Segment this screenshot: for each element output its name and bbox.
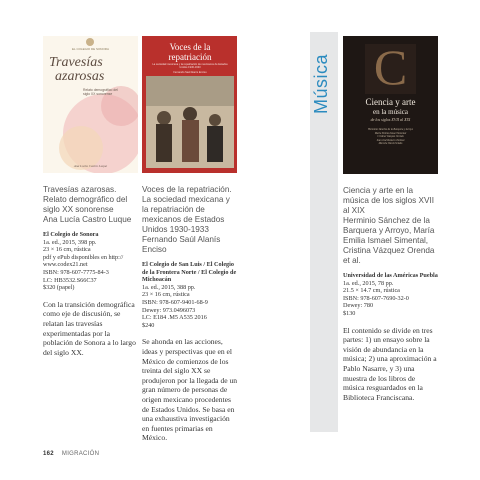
cover-author-line: Herminio Sánchez de la Barquera y Arroyo bbox=[368, 128, 413, 131]
book-detail: 1a. ed., 2015, 78 pp. bbox=[343, 279, 394, 287]
cover-author-line: Marcela Varela Velado bbox=[378, 142, 403, 146]
cover-title-line2: repatriación bbox=[168, 52, 212, 62]
book-detail: $130 bbox=[343, 309, 356, 317]
book-author: Fernando Saúl Alanís Enciso bbox=[142, 235, 221, 254]
book-publisher: El Colegio de San Luis / El Colegio de la Frontera Norte / El Colegio de Michoacán bbox=[142, 261, 237, 284]
book-entry-ciencia bbox=[343, 36, 438, 402]
book-detail: ISBN: 978-607-9401-68-9 bbox=[142, 298, 208, 306]
book-cover-ciencia bbox=[343, 36, 438, 174]
cover-authors bbox=[347, 128, 434, 146]
book-detail: 23 × 16 cm, rústica bbox=[43, 246, 91, 254]
book-cover-voces bbox=[142, 36, 237, 173]
book-detail: Dewey: 973.0496073 bbox=[142, 306, 196, 314]
book-detail: www.codex21.net bbox=[43, 261, 88, 269]
book-publication-info bbox=[343, 272, 438, 318]
cover-publisher-mark: EL COLEGIO DE SONORA bbox=[72, 47, 109, 51]
book-detail: ISBN: 978-607-7775-84-3 bbox=[43, 268, 109, 276]
book-description: Con la transición demográfica como eje de discusión, se relatan las travesías experimentadas por la población de Sonora a lo largo del siglo XX. bbox=[43, 299, 136, 357]
book-description: Se ahonda en las acciones, ideas y perspectivas que en el México de comienzos de los treinta del siglo XX se produjeron por la llegada de un gran número de personas de origen mexicano procedentes de Estados Unidos. Se basa en una exhaustiva investigación en fuentes primarias en México. bbox=[142, 337, 238, 443]
book-detail: $240 bbox=[142, 321, 155, 329]
book-detail: 21.5 × 14.7 cm, rústica bbox=[343, 287, 400, 295]
book-detail: LC: HB3532.S66C37 bbox=[43, 276, 97, 284]
book-publisher: El Colegio de Sonora bbox=[43, 231, 99, 238]
cover-title-line1: Travesías bbox=[49, 55, 103, 70]
book-detail: Dewey: 780 bbox=[343, 302, 374, 310]
cover-title-line2: en la música bbox=[373, 108, 408, 116]
book-author: Ana Lucía Castro Luque bbox=[43, 215, 132, 224]
cover-subtitle: Relato demográfico del siglo XX sonorense bbox=[83, 88, 118, 97]
cover-title-line1: Ciencia y arte bbox=[365, 97, 416, 107]
book-title: Voces de la repatriación. La sociedad mexicana y la repatriación de mexicanos de Estados Unidos 1930-1933 bbox=[142, 185, 232, 234]
cover-author: Ana Lucía Castro Luque bbox=[73, 164, 108, 168]
book-cover-travesias bbox=[43, 36, 138, 173]
cover-author: Fernando Saúl Alanís Enciso bbox=[173, 71, 207, 74]
cover-author-line: Cristina Vázquez Orenda bbox=[377, 135, 404, 139]
book-description: El contenido se divide en tres partes: 1) un ensayo sobre la visión de abundancia en la música; 2) una aproximación a Pablo Nasarre, y 3) una muestra de los libros de música resguardados en la Biblioteca Franciscana. bbox=[343, 325, 437, 402]
book-title: Travesías azarosas. Relato demográfico del siglo XX sonorense bbox=[43, 185, 128, 214]
book-publication-info bbox=[43, 231, 138, 292]
cover-subtitle: La sociedad mexicana y la repatriación de mexicanos de Estados Unidos 1930-1933 bbox=[152, 63, 228, 70]
book-title: Ciencia y arte en la música de los siglos XVII al XIX bbox=[343, 186, 435, 215]
book-detail: $320 (papel) bbox=[43, 284, 75, 292]
page-number: 162 bbox=[43, 451, 54, 457]
book-entry-voces bbox=[142, 36, 238, 443]
book-detail: ISBN: 978-607-7690-32-0 bbox=[343, 294, 409, 302]
cover-subtitle: de los siglos XVII al XIX bbox=[370, 117, 411, 122]
book-detail: 1a. ed., 2015, 388 pp. bbox=[142, 283, 196, 291]
book-author: Herminio Sánchez de la Barquera y Arroyo, María Emilia Ismael Simental, Cristina Vázquez Orenda et al. bbox=[343, 216, 435, 265]
cover-title-line2: azarosas bbox=[55, 69, 105, 84]
book-publication-info bbox=[142, 261, 238, 329]
book-detail: 23 × 16 cm, rústica bbox=[142, 291, 190, 299]
book-detail: pdf y ePub disponibles en http:// bbox=[43, 253, 124, 261]
cover-author-line: María Emilia Ismael Simental bbox=[374, 131, 407, 135]
page-footer bbox=[43, 451, 105, 457]
cover-author-line: Juan José Romero Jiménez bbox=[376, 138, 405, 142]
cover-ornamental-initial: C bbox=[373, 39, 408, 95]
book-detail: 1a. ed., 2015, 398 pp. bbox=[43, 238, 97, 246]
section-label: Música bbox=[311, 53, 331, 114]
running-section-name: MIGRACIÓN bbox=[61, 451, 100, 457]
book-detail: LC: E184 .M5 A535 2016 bbox=[142, 314, 207, 322]
book-entry-travesias bbox=[43, 36, 138, 357]
book-publisher: Universidad de las Américas Puebla bbox=[343, 272, 438, 279]
cover-title-line1: Voces de la bbox=[169, 42, 211, 52]
